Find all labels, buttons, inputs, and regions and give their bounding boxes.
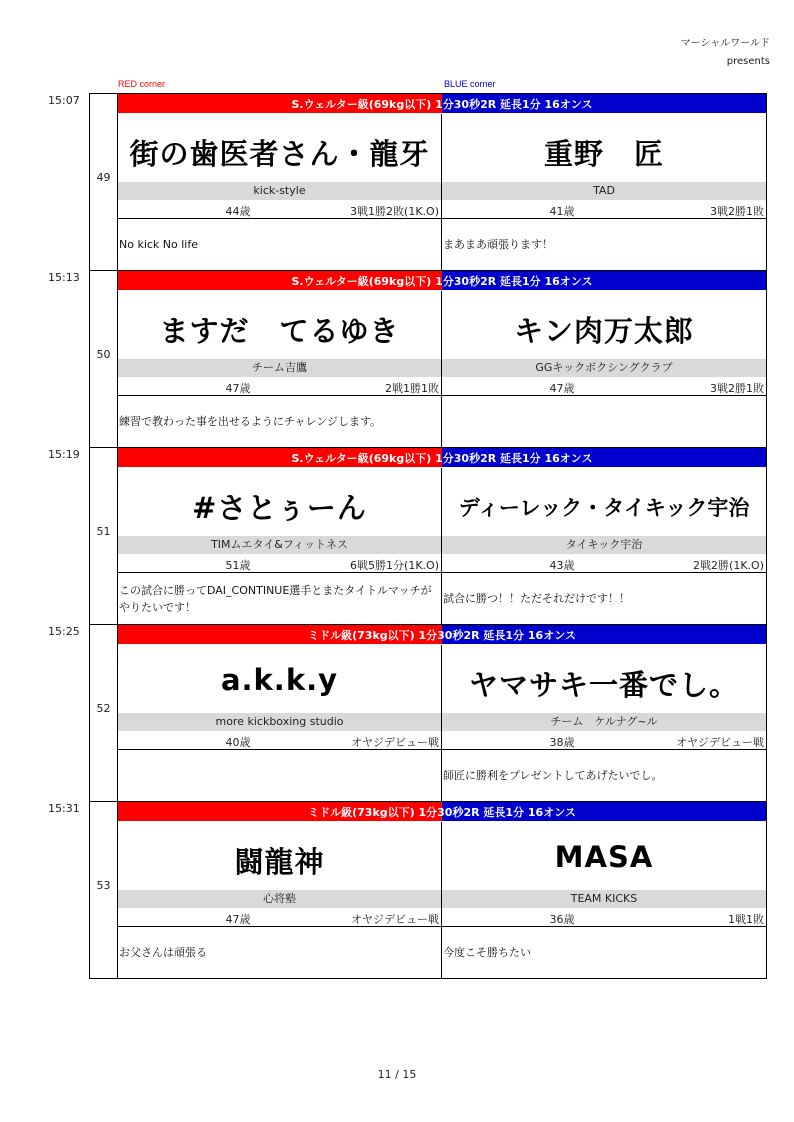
division-text: ミドル級(73kg以下) 1分30秒2R 延長1分 16オンス	[308, 629, 576, 642]
red-fighter	[118, 645, 442, 801]
fighter-comment	[119, 751, 439, 800]
fighter-team: kick-style	[118, 182, 441, 200]
fighter-name: キン肉万太郎	[514, 314, 694, 348]
fighter-stats	[442, 554, 766, 573]
fighter-comment	[443, 751, 764, 800]
bout-card	[89, 801, 767, 979]
fighter-team: more kickboxing studio	[118, 713, 441, 731]
fighter-age: 43歳	[549, 559, 575, 572]
fighter-team: GGキックボクシングクラブ	[442, 359, 766, 377]
bout-number-cell	[90, 625, 118, 801]
fighter-age: 47歳	[225, 382, 251, 395]
red-fighter	[118, 822, 442, 978]
fighter-team: TEAM KICKS	[442, 890, 766, 908]
presents-label: presents	[726, 56, 770, 67]
bout-number: 50	[96, 348, 111, 361]
bout-row	[0, 801, 794, 978]
blue-fighter	[442, 291, 766, 447]
fighter-team: TAD	[442, 182, 766, 200]
blue-fighter	[442, 114, 766, 270]
fighter-age: 47歳	[225, 913, 251, 926]
fighter-record: オヤジデビュー戦	[351, 736, 439, 749]
fighter-comment	[443, 574, 764, 623]
fighter-name: ディーレック・タイキック宇治	[458, 496, 750, 520]
blue-fighter	[442, 645, 766, 801]
fighter-stats	[442, 377, 766, 396]
fighter-comment	[443, 220, 764, 269]
fighter-stats	[442, 731, 766, 750]
red-fighter	[118, 114, 442, 270]
fighter-age: 40歳	[225, 736, 251, 749]
bout-time: 15:13	[48, 271, 80, 284]
bout-card	[89, 447, 767, 625]
fighter-comment	[443, 928, 764, 977]
fighter-comment-text: この試合に勝ってDAI_CONTINUE選手とまたタイトルマッチがやりたいです！	[119, 583, 432, 614]
fighter-stats	[442, 200, 766, 219]
fighter-record: 2戦2勝(1K.O)	[693, 559, 764, 572]
bout-number: 49	[96, 171, 111, 184]
fighter-record: オヤジデビュー戦	[676, 736, 764, 749]
page-number: 11 / 15	[377, 1068, 417, 1081]
blue-corner-label: BLUE corner	[444, 79, 496, 89]
fighter-name: ヤマサキ一番でし。	[468, 668, 739, 702]
bout-time: 15:25	[48, 625, 80, 638]
bout-number-cell	[90, 94, 118, 270]
fighter-stats	[118, 731, 441, 750]
bout-time: 15:07	[48, 94, 80, 107]
bout-row	[0, 624, 794, 801]
fighter-stats	[442, 908, 766, 927]
fighter-team: チーム吉鷹	[118, 359, 441, 377]
fighter-comment	[119, 928, 439, 977]
division-text: S.ウェルター級(69kg以下) 1分30秒2R 延長1分 16オンス	[291, 275, 593, 288]
bout-time: 15:19	[48, 448, 80, 461]
fighter-stats	[118, 200, 441, 219]
fighter-record: 6戦5勝1分(1K.O)	[350, 559, 439, 572]
division-header	[118, 448, 766, 467]
fighter-name: #さとぅーん	[192, 491, 367, 525]
fighter-team: 心将塾	[118, 890, 441, 908]
fighter-comment-text: お父さんは頑張る	[119, 946, 207, 959]
fighter-stats	[118, 908, 441, 927]
organizer-name: マーシャルワールド	[680, 38, 770, 49]
fighter-comment-text: まあまあ頑張ります！	[443, 238, 553, 251]
fighter-age: 36歳	[549, 913, 575, 926]
fighter-comment-text: No kick No life	[119, 238, 199, 251]
fighter-age: 47歳	[549, 382, 575, 395]
red-fighter	[118, 468, 442, 624]
fighter-comment	[443, 397, 764, 446]
bout-row	[0, 270, 794, 447]
bout-number-cell	[90, 271, 118, 447]
fighter-record: 3戦1勝2敗(1K.O)	[350, 205, 439, 218]
bout-list	[0, 93, 794, 978]
division-header	[118, 625, 766, 644]
bout-number: 53	[96, 879, 111, 892]
bout-card	[89, 93, 767, 271]
bout-number: 51	[96, 525, 111, 538]
fighter-team: タイキック宇治	[442, 536, 766, 554]
fighter-age: 38歳	[549, 736, 575, 749]
division-header	[118, 271, 766, 290]
division-text: S.ウェルター級(69kg以下) 1分30秒2R 延長1分 16オンス	[291, 452, 593, 465]
fighter-age: 44歳	[225, 205, 251, 218]
bout-time: 15:31	[48, 802, 80, 815]
fighter-name: ますだ てるゆき	[159, 314, 400, 348]
fighter-comment	[119, 397, 439, 446]
division-header	[118, 94, 766, 113]
bout-row	[0, 447, 794, 624]
fighter-comment-text: 今度こそ勝ちたい	[443, 946, 531, 959]
division-text: ミドル級(73kg以下) 1分30秒2R 延長1分 16オンス	[308, 806, 576, 819]
fighter-comment-text: 試合に勝つ！！ただそれだけです！！	[443, 592, 630, 605]
fighter-age: 41歳	[549, 205, 575, 218]
bout-card	[89, 624, 767, 802]
bout-number-cell	[90, 802, 118, 978]
fighter-name: a.k.k.y	[220, 663, 339, 697]
blue-fighter	[442, 822, 766, 978]
division-text: S.ウェルター級(69kg以下) 1分30秒2R 延長1分 16オンス	[291, 98, 593, 111]
fighter-comment	[119, 220, 439, 269]
fighter-stats	[118, 377, 441, 396]
red-corner-label: RED corner	[118, 79, 166, 89]
fighter-name: 重野 匠	[543, 137, 664, 171]
fighter-record: オヤジデビュー戦	[351, 913, 439, 926]
fighter-comment	[119, 574, 439, 623]
fighter-record: 3戦2勝1敗	[710, 205, 764, 218]
fighter-age: 51歳	[225, 559, 251, 572]
fighter-name: 闘龍神	[234, 845, 325, 879]
fighter-record: 3戦2勝1敗	[710, 382, 764, 395]
fighter-stats	[118, 554, 441, 573]
fighter-record: 1戦1敗	[728, 913, 764, 926]
red-fighter	[118, 291, 442, 447]
bout-number-cell	[90, 448, 118, 624]
bout-row	[0, 93, 794, 270]
fighter-record: 2戦1勝1敗	[385, 382, 439, 395]
bout-card	[89, 270, 767, 448]
division-header	[118, 802, 766, 821]
blue-fighter	[442, 468, 766, 624]
bout-number: 52	[96, 702, 111, 715]
fighter-comment-text: 師匠に勝利をプレゼントしてあげたいでし。	[443, 769, 663, 782]
fighter-comment-text: 練習で教わった事を出せるようにチャレンジします。	[119, 415, 382, 428]
fighter-team: チーム ケルナグ~ル	[442, 713, 766, 731]
fighter-team: TIMムエタイ&フィットネス	[118, 536, 441, 554]
fighter-name: 街の歯医者さん・龍牙	[129, 137, 430, 171]
fighter-name: MASA	[554, 840, 654, 874]
